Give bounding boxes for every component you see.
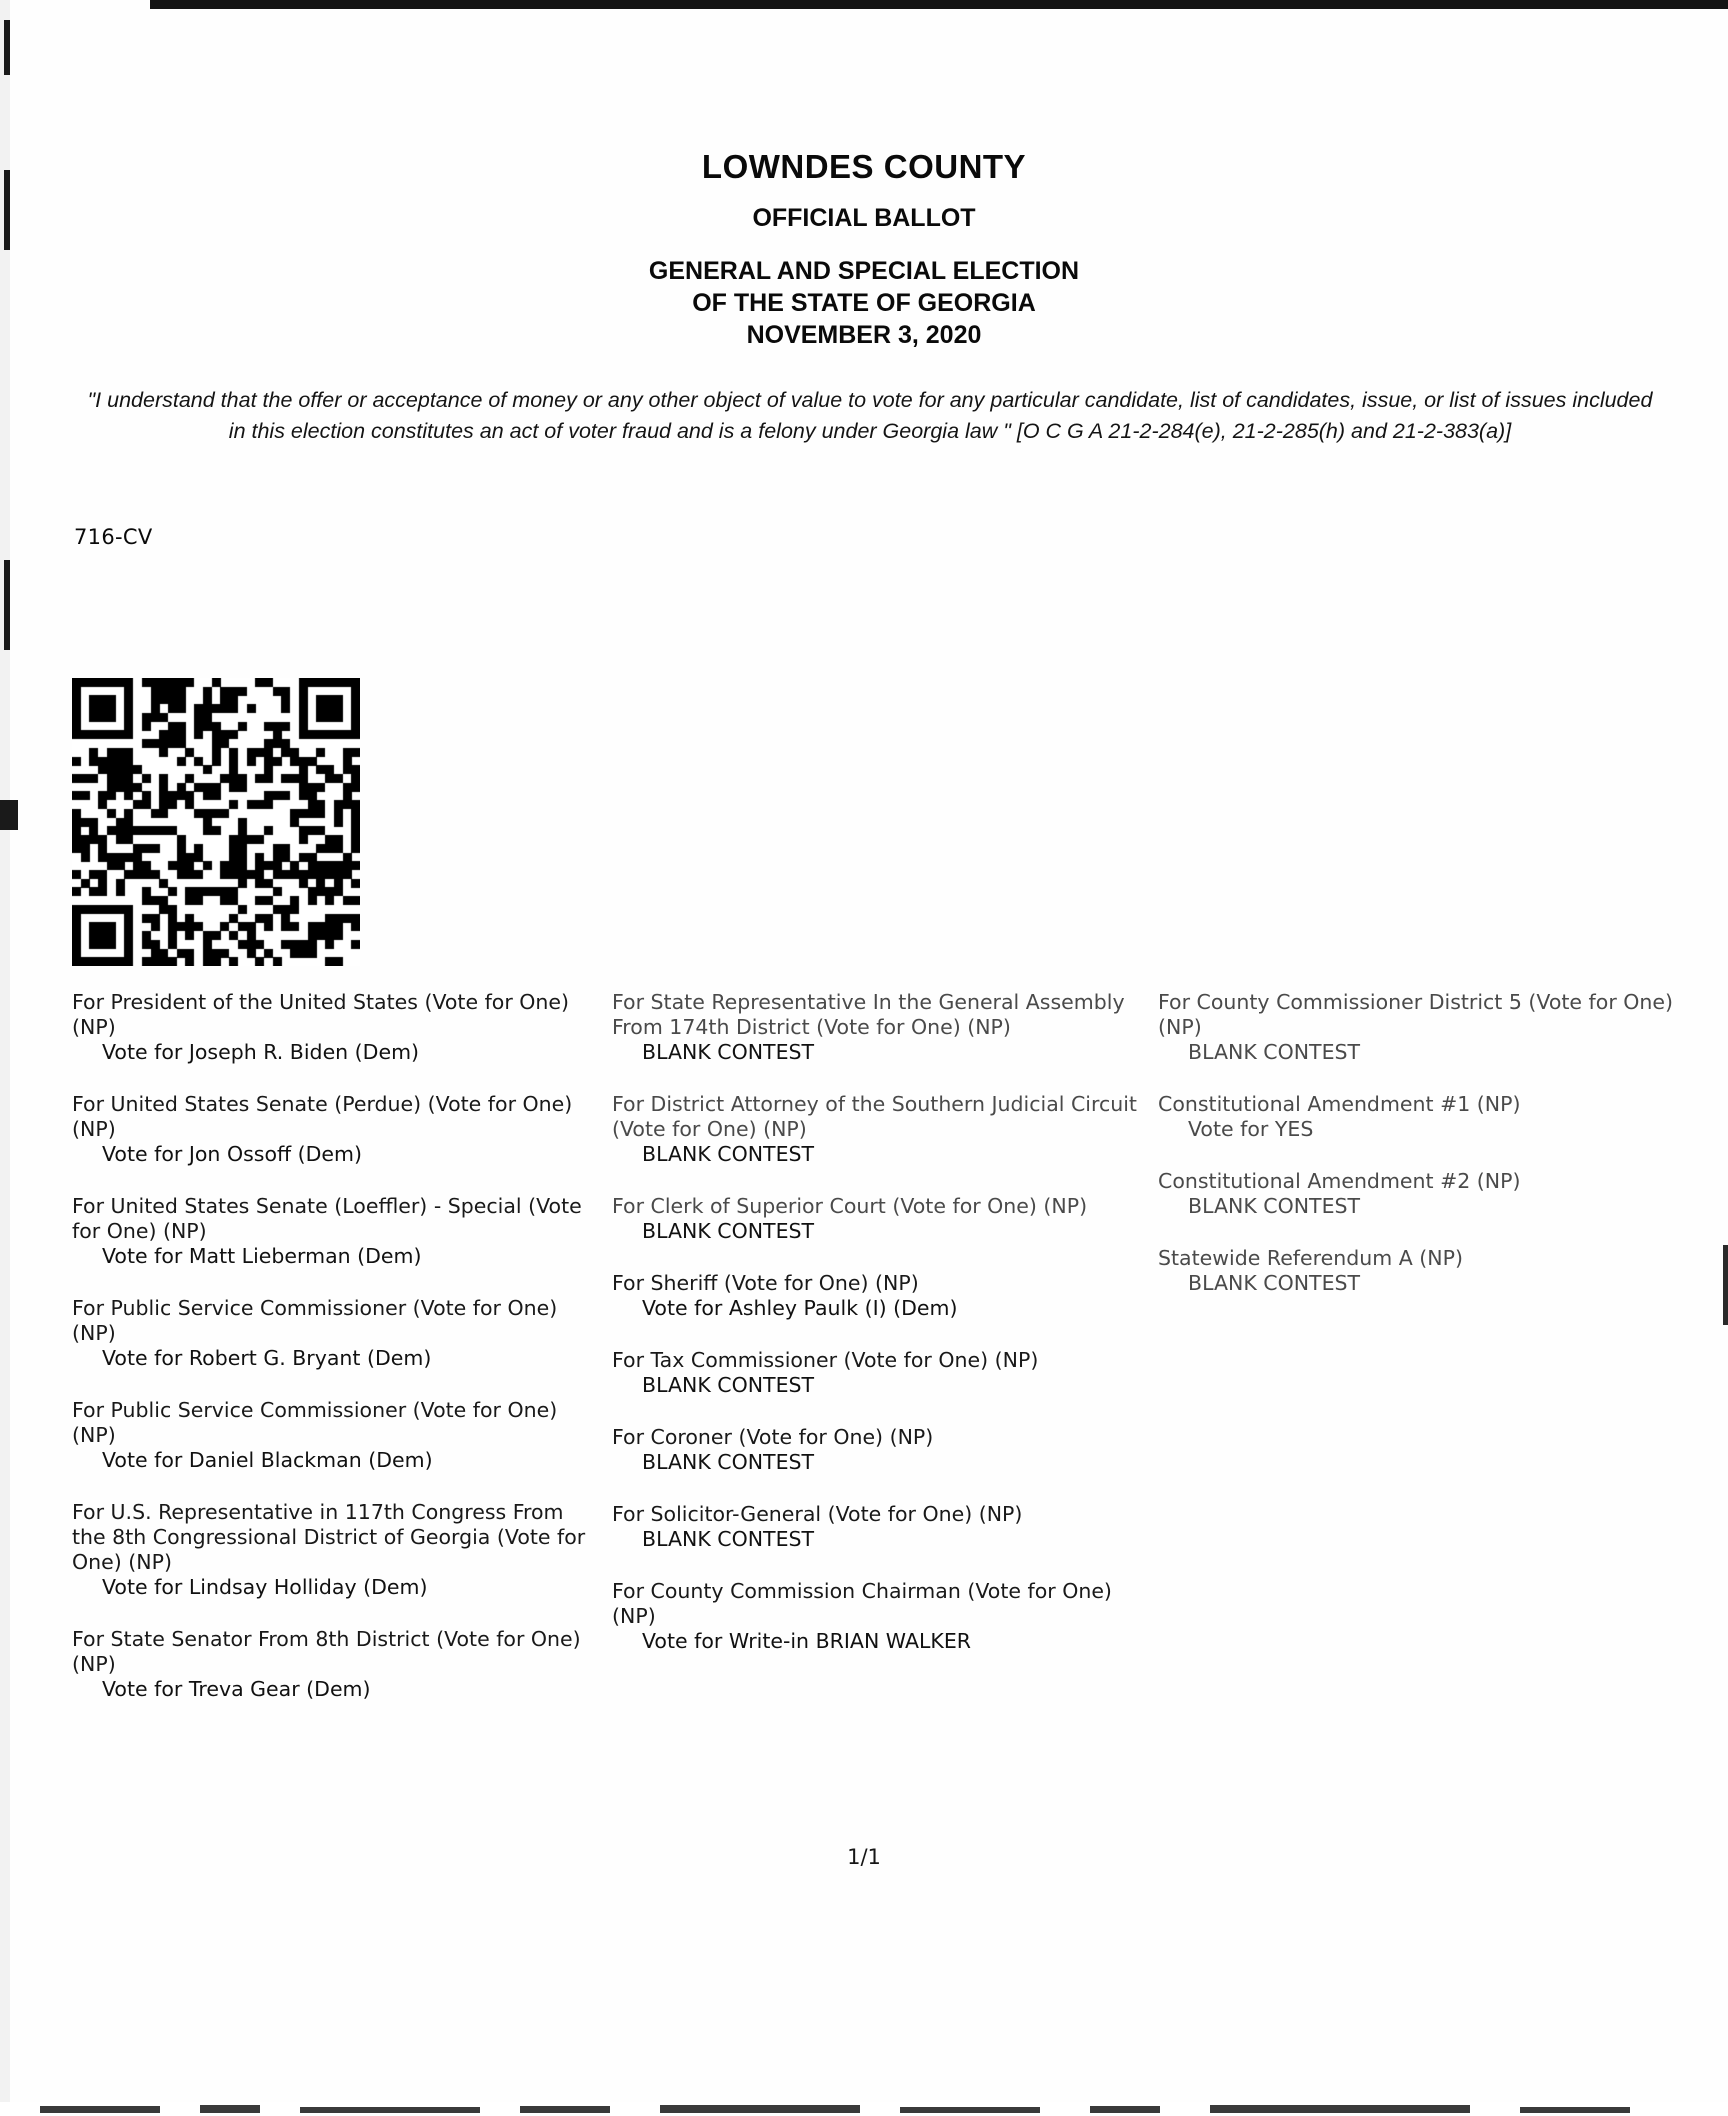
- contest-selection: Vote for Write-in BRIAN WALKER: [642, 1629, 972, 1653]
- scan-speck: [660, 2105, 860, 2113]
- contest-selection: BLANK CONTEST: [1188, 1194, 1361, 1218]
- contest-block: [1158, 1092, 1703, 1142]
- contest-selection: BLANK CONTEST: [642, 1373, 815, 1397]
- scan-edge-bottom: [0, 2102, 1728, 2116]
- contest-selection: Vote for Jon Ossoff (Dem): [102, 1142, 362, 1166]
- contest-block: [72, 1627, 602, 1702]
- contest-title: For Public Service Commissioner (Vote for One) (NP): [72, 1398, 558, 1447]
- scan-speck: [520, 2106, 610, 2113]
- contest-selection: BLANK CONTEST: [642, 1527, 815, 1551]
- contest-title: For Solicitor-General (Vote for One) (NP): [612, 1502, 1023, 1526]
- contest-selection: Vote for Treva Gear (Dem): [102, 1677, 371, 1701]
- contest-block: [612, 1425, 1152, 1475]
- contest-title: For United States Senate (Perdue) (Vote for One) (NP): [72, 1092, 573, 1141]
- contest-title: For United States Senate (Loeffler) - Special (Vote for One) (NP): [72, 1194, 582, 1243]
- scan-mark-left-4: [0, 800, 18, 830]
- contest-selection: BLANK CONTEST: [1188, 1271, 1361, 1295]
- contest-selection: BLANK CONTEST: [642, 1040, 815, 1064]
- contest-block: [612, 1092, 1152, 1167]
- page-number: 1/1: [847, 1845, 881, 1869]
- ballot-style-code: 716-CV: [74, 525, 153, 549]
- scan-speck: [900, 2107, 1040, 2113]
- contest-title: For U.S. Representative in 117th Congress From the 8th Congressional District of Georgia (Vote for One) (NP): [72, 1500, 586, 1574]
- election-name-line2: OF THE STATE OF GEORGIA: [692, 289, 1036, 317]
- contest-block: [1158, 1169, 1703, 1219]
- contest-selection: Vote for Matt Lieberman (Dem): [102, 1244, 422, 1268]
- official-ballot-label: OFFICIAL BALLOT: [752, 204, 976, 232]
- contest-block: [612, 1502, 1152, 1552]
- contest-title: For Public Service Commissioner (Vote for One) (NP): [72, 1296, 558, 1345]
- contest-selection: BLANK CONTEST: [642, 1450, 815, 1474]
- contest-title: For State Representative In the General Assembly From 174th District (Vote for One) (NP): [612, 990, 1125, 1039]
- contest-title: For District Attorney of the Southern Judicial Circuit (Vote for One) (NP): [612, 1092, 1137, 1141]
- contest-title: For Clerk of Superior Court (Vote for One) (NP): [612, 1194, 1088, 1218]
- contest-selection: Vote for Lindsay Holliday (Dem): [102, 1575, 428, 1599]
- contest-column-1: [72, 990, 602, 1729]
- election-date: NOVEMBER 3, 2020: [746, 321, 982, 349]
- contest-selection: Vote for Robert G. Bryant (Dem): [102, 1346, 432, 1370]
- contest-column-2: [612, 990, 1152, 1681]
- scan-speck: [1520, 2107, 1630, 2113]
- contest-title: For Coroner (Vote for One) (NP): [612, 1425, 934, 1449]
- contest-block: [612, 1194, 1152, 1244]
- contest-block: [612, 1271, 1152, 1321]
- scan-speck: [1090, 2106, 1160, 2113]
- contest-selection: BLANK CONTEST: [642, 1142, 815, 1166]
- qr-code: [72, 678, 360, 966]
- contest-block: [72, 1194, 602, 1269]
- contest-block: [612, 990, 1152, 1065]
- contest-title: Statewide Referendum A (NP): [1158, 1246, 1463, 1270]
- contest-selection: Vote for YES: [1188, 1117, 1314, 1141]
- scan-speck: [40, 2106, 160, 2113]
- contest-columns: [0, 990, 1728, 1800]
- contest-title: For County Commission Chairman (Vote for One) (NP): [612, 1579, 1112, 1628]
- contest-title: For State Senator From 8th District (Vote for One) (NP): [72, 1627, 581, 1676]
- scan-speck: [200, 2105, 260, 2113]
- scan-mark-left-3: [4, 560, 10, 650]
- contest-title: Constitutional Amendment #1 (NP): [1158, 1092, 1521, 1116]
- contest-block: [72, 990, 602, 1065]
- contest-block: [72, 1296, 602, 1371]
- contest-block: [612, 1579, 1152, 1654]
- election-name-line1: GENERAL AND SPECIAL ELECTION: [648, 257, 1080, 285]
- contest-selection: Vote for Daniel Blackman (Dem): [102, 1448, 433, 1472]
- contest-title: For Tax Commissioner (Vote for One) (NP): [612, 1348, 1039, 1372]
- contest-selection: Vote for Joseph R. Biden (Dem): [102, 1040, 420, 1064]
- contest-block: [612, 1348, 1152, 1398]
- contest-block: [1158, 1246, 1703, 1296]
- contest-column-3: [1158, 990, 1703, 1323]
- scan-speck: [300, 2107, 480, 2113]
- contest-title: For Sheriff (Vote for One) (NP): [612, 1271, 919, 1295]
- election-name: [0, 255, 1728, 351]
- contest-block: [72, 1092, 602, 1167]
- contest-title: For President of the United States (Vote for One) (NP): [72, 990, 570, 1039]
- contest-title: Constitutional Amendment #2 (NP): [1158, 1169, 1521, 1193]
- contest-selection: BLANK CONTEST: [642, 1219, 815, 1243]
- voter-fraud-disclaimer: "I understand that the offer or acceptance of money or any other object of value to vote for any particular candidate, list of candidates, issue, or list of issues included in this election constitutes an act of voter fraud and is a felony under Georgia law " [O C G A 21-2-284(e), 21-2-285(h) and 21-2-383(a)]: [87, 388, 1653, 443]
- contest-block: [1158, 990, 1703, 1065]
- contest-selection: BLANK CONTEST: [1188, 1040, 1361, 1064]
- scan-speck: [1210, 2105, 1470, 2113]
- contest-selection: Vote for Ashley Paulk (I) (Dem): [642, 1296, 958, 1320]
- contest-block: [72, 1398, 602, 1473]
- ballot-header: [0, 0, 1728, 351]
- contest-title: For County Commissioner District 5 (Vote for One) (NP): [1158, 990, 1674, 1039]
- contest-block: [72, 1500, 602, 1600]
- page-title: LOWNDES COUNTY: [701, 148, 1027, 185]
